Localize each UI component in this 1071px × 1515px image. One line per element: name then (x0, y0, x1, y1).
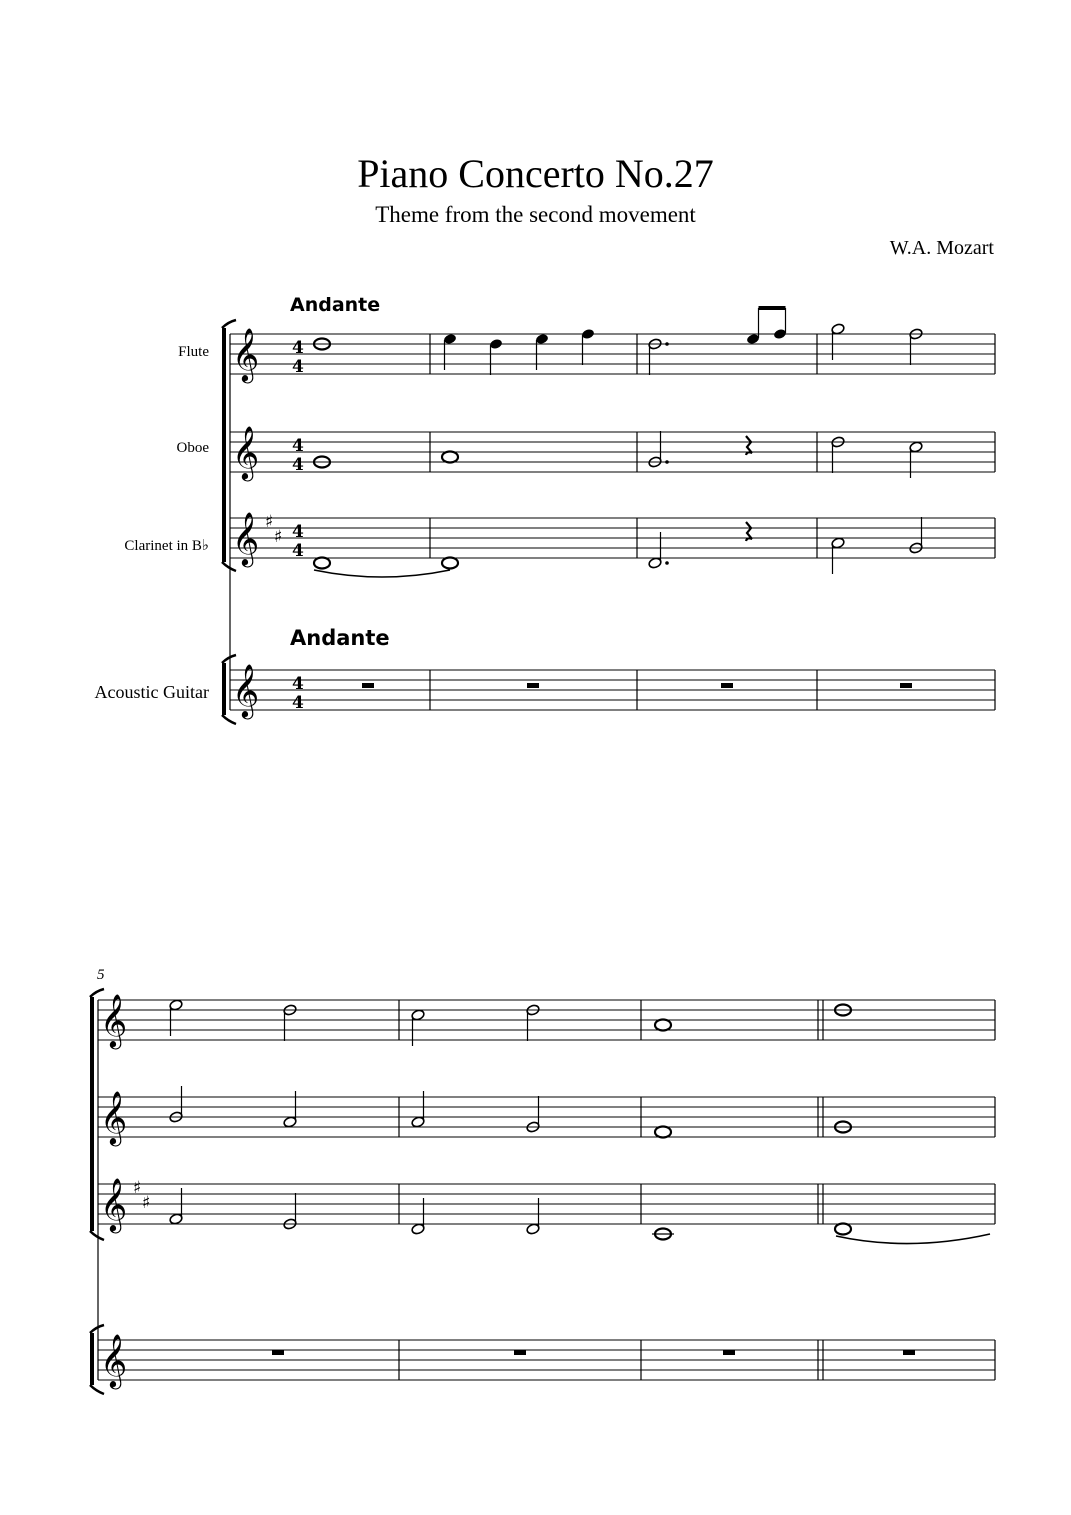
staff-clarinet (230, 518, 995, 558)
system-1 (95, 294, 995, 724)
svg-text:4: 4 (292, 338, 304, 358)
quarter-rest-icon (746, 522, 752, 541)
svg-text:4: 4 (292, 357, 304, 377)
svg-text:4: 4 (292, 693, 304, 713)
svg-text:4: 4 (292, 522, 304, 542)
instrument-label-oboe: Oboe (176, 440, 209, 456)
whole-rest-icon (514, 1350, 526, 1355)
svg-text:4: 4 (292, 455, 304, 475)
sharp-icon: ♯ (133, 1178, 142, 1198)
tie (836, 1234, 990, 1244)
notes-flute-system-2 (169, 999, 851, 1046)
svg-text:4: 4 (292, 674, 304, 694)
sharp-icon: ♯ (142, 1193, 151, 1213)
note (314, 558, 330, 569)
treble-clef-icon: 𝄞 (100, 1177, 128, 1231)
tie (314, 570, 450, 577)
system-2 (90, 967, 995, 1394)
measure-number: 5 (97, 967, 105, 983)
notes-oboe-system-1 (314, 431, 923, 478)
staff-clarinet (98, 1184, 995, 1224)
instrument-label-clarinet: Clarinet in B♭ (124, 538, 209, 554)
treble-clef-icon: 𝄞 (100, 993, 128, 1047)
quarter-rest-icon (746, 436, 752, 455)
notes-flute-system-1 (314, 308, 923, 375)
whole-rest-icon (723, 1350, 735, 1355)
staff-guitar (230, 670, 995, 710)
notes-clarinet-system-1 (314, 517, 923, 577)
whole-rest-icon (903, 1350, 915, 1355)
note (835, 1224, 851, 1235)
tempo-marking-guitar: Andante (290, 626, 390, 650)
time-signature (292, 338, 304, 713)
staff-flute (98, 1000, 995, 1040)
sharp-icon: ♯ (265, 512, 274, 532)
barlines-system-1 (430, 334, 995, 710)
treble-clef-icon: 𝄞 (232, 511, 260, 565)
barlines-system-2 (399, 1000, 995, 1380)
sharp-icon: ♯ (274, 527, 283, 547)
score-title: Piano Concerto No.27 (357, 151, 714, 196)
note (442, 558, 458, 569)
treble-clef-icon: 𝄞 (232, 425, 260, 479)
tempo-marking-winds: Andante (290, 294, 381, 316)
svg-text:4: 4 (292, 436, 304, 456)
treble-clef-icon: 𝄞 (100, 1090, 128, 1144)
instrument-label-flute: Flute (178, 344, 209, 360)
note (442, 452, 458, 463)
treble-clef-icon: 𝄞 (100, 1333, 128, 1387)
note (655, 1020, 671, 1031)
staff-oboe (98, 1097, 995, 1137)
treble-clef-icon: 𝄞 (232, 663, 260, 717)
svg-text:4: 4 (292, 541, 304, 561)
staff-flute (230, 334, 995, 374)
staff-guitar (98, 1340, 995, 1380)
note (655, 1127, 671, 1138)
instrument-label-guitar: Acoustic Guitar (94, 682, 209, 702)
notes-oboe-system-2 (169, 1086, 851, 1138)
whole-rest-icon (900, 683, 912, 688)
whole-rest-icon (527, 683, 539, 688)
notes-clarinet-system-2 (169, 1188, 990, 1244)
staff-oboe (230, 432, 995, 472)
whole-rest-icon (721, 683, 733, 688)
score-subtitle: Theme from the second movement (375, 202, 696, 227)
whole-rest-icon (272, 1350, 284, 1355)
composer: W.A. Mozart (889, 237, 994, 259)
whole-rest-icon (362, 683, 374, 688)
treble-clef-icon: 𝄞 (232, 327, 260, 381)
